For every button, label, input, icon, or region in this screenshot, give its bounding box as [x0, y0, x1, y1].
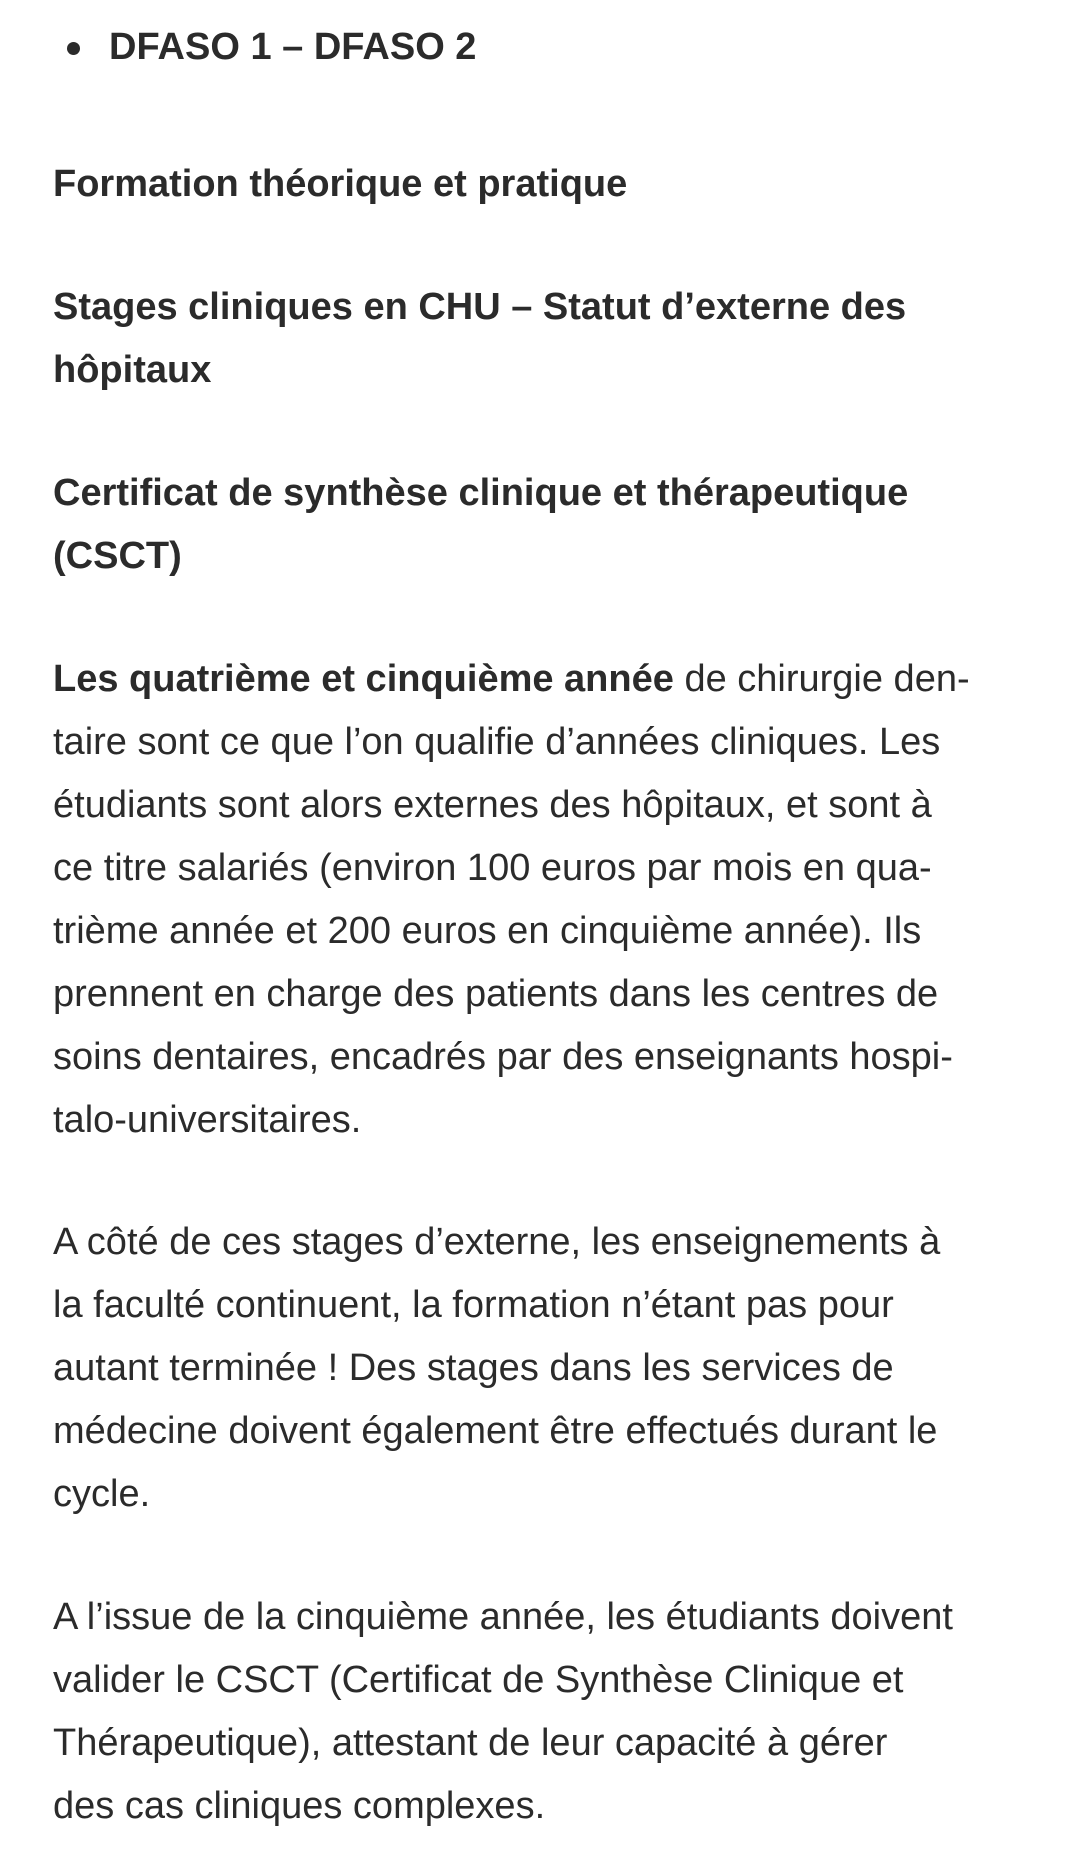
- paragraph-csct: [53, 1586, 953, 1838]
- heading-certificat: [53, 462, 1053, 588]
- heading-certificat-line-1: Certificat de synthèse clinique et thérapeutique: [53, 472, 909, 514]
- bullet-item-label: DFASO 1 – DFASO 2: [109, 26, 477, 68]
- paragraph-1-line-6: prennent en charge des patients dans les centres de: [53, 973, 939, 1015]
- bullet-list: [53, 22, 476, 72]
- paragraph-3-line-2: valider le CSCT (Certificat de Synthèse Clinique et: [53, 1659, 904, 1701]
- heading-formation-text: Formation théorique et pratique: [53, 163, 628, 205]
- paragraph-2-line-1: A côté de ces stages d’externe, les enseignements à: [53, 1221, 941, 1263]
- bullet-item-dfaso: [53, 22, 476, 72]
- paragraph-3-line-4: des cas cliniques complexes.: [53, 1785, 546, 1827]
- paragraph-1-line-1: [53, 648, 970, 711]
- paragraph-2-line-4: médecine doivent également être effectués durant le: [53, 1410, 938, 1452]
- paragraph-3-line-1: A l’issue de la cinquième année, les étudiants doivent: [53, 1596, 953, 1638]
- paragraph-annees-cliniques: [53, 648, 970, 1152]
- paragraph-1-line-1-rest: de chirurgie den-: [673, 658, 970, 700]
- bullet-dot-icon: [67, 42, 80, 55]
- heading-stages-line-2: hôpitaux: [53, 349, 212, 391]
- paragraph-2-line-3: autant terminée ! Des stages dans les services de: [53, 1347, 894, 1389]
- paragraph-1-line-3: étudiants sont alors externes des hôpitaux, et sont à: [53, 784, 932, 826]
- paragraph-2-line-5: cycle.: [53, 1473, 151, 1515]
- heading-certificat-line-2: (CSCT): [53, 535, 182, 577]
- paragraph-enseignements: [53, 1211, 940, 1526]
- paragraph-1-line-2: taire sont ce que l’on qualifie d’années cliniques. Les: [53, 721, 941, 763]
- heading-stages: [53, 276, 1053, 402]
- paragraph-1-line-4: ce titre salariés (environ 100 euros par mois en qua-: [53, 847, 932, 889]
- paragraph-2-line-2: la faculté continuent, la formation n’étant pas pour: [53, 1284, 894, 1326]
- paragraph-1-line-5: trième année et 200 euros en cinquième année). Ils: [53, 910, 922, 952]
- heading-stages-line-1: Stages cliniques en CHU – Statut d’externe des: [53, 286, 907, 328]
- paragraph-1-line-7: soins dentaires, encadrés par des enseignants hospi-: [53, 1036, 953, 1078]
- paragraph-1-line-8: talo-universitaires.: [53, 1099, 362, 1141]
- paragraph-1-bold-lead: Les quatrième et cinquième année: [53, 658, 674, 700]
- heading-formation: [53, 153, 1053, 216]
- paragraph-3-line-3: Thérapeutique), attestant de leur capacité à gérer: [53, 1722, 888, 1764]
